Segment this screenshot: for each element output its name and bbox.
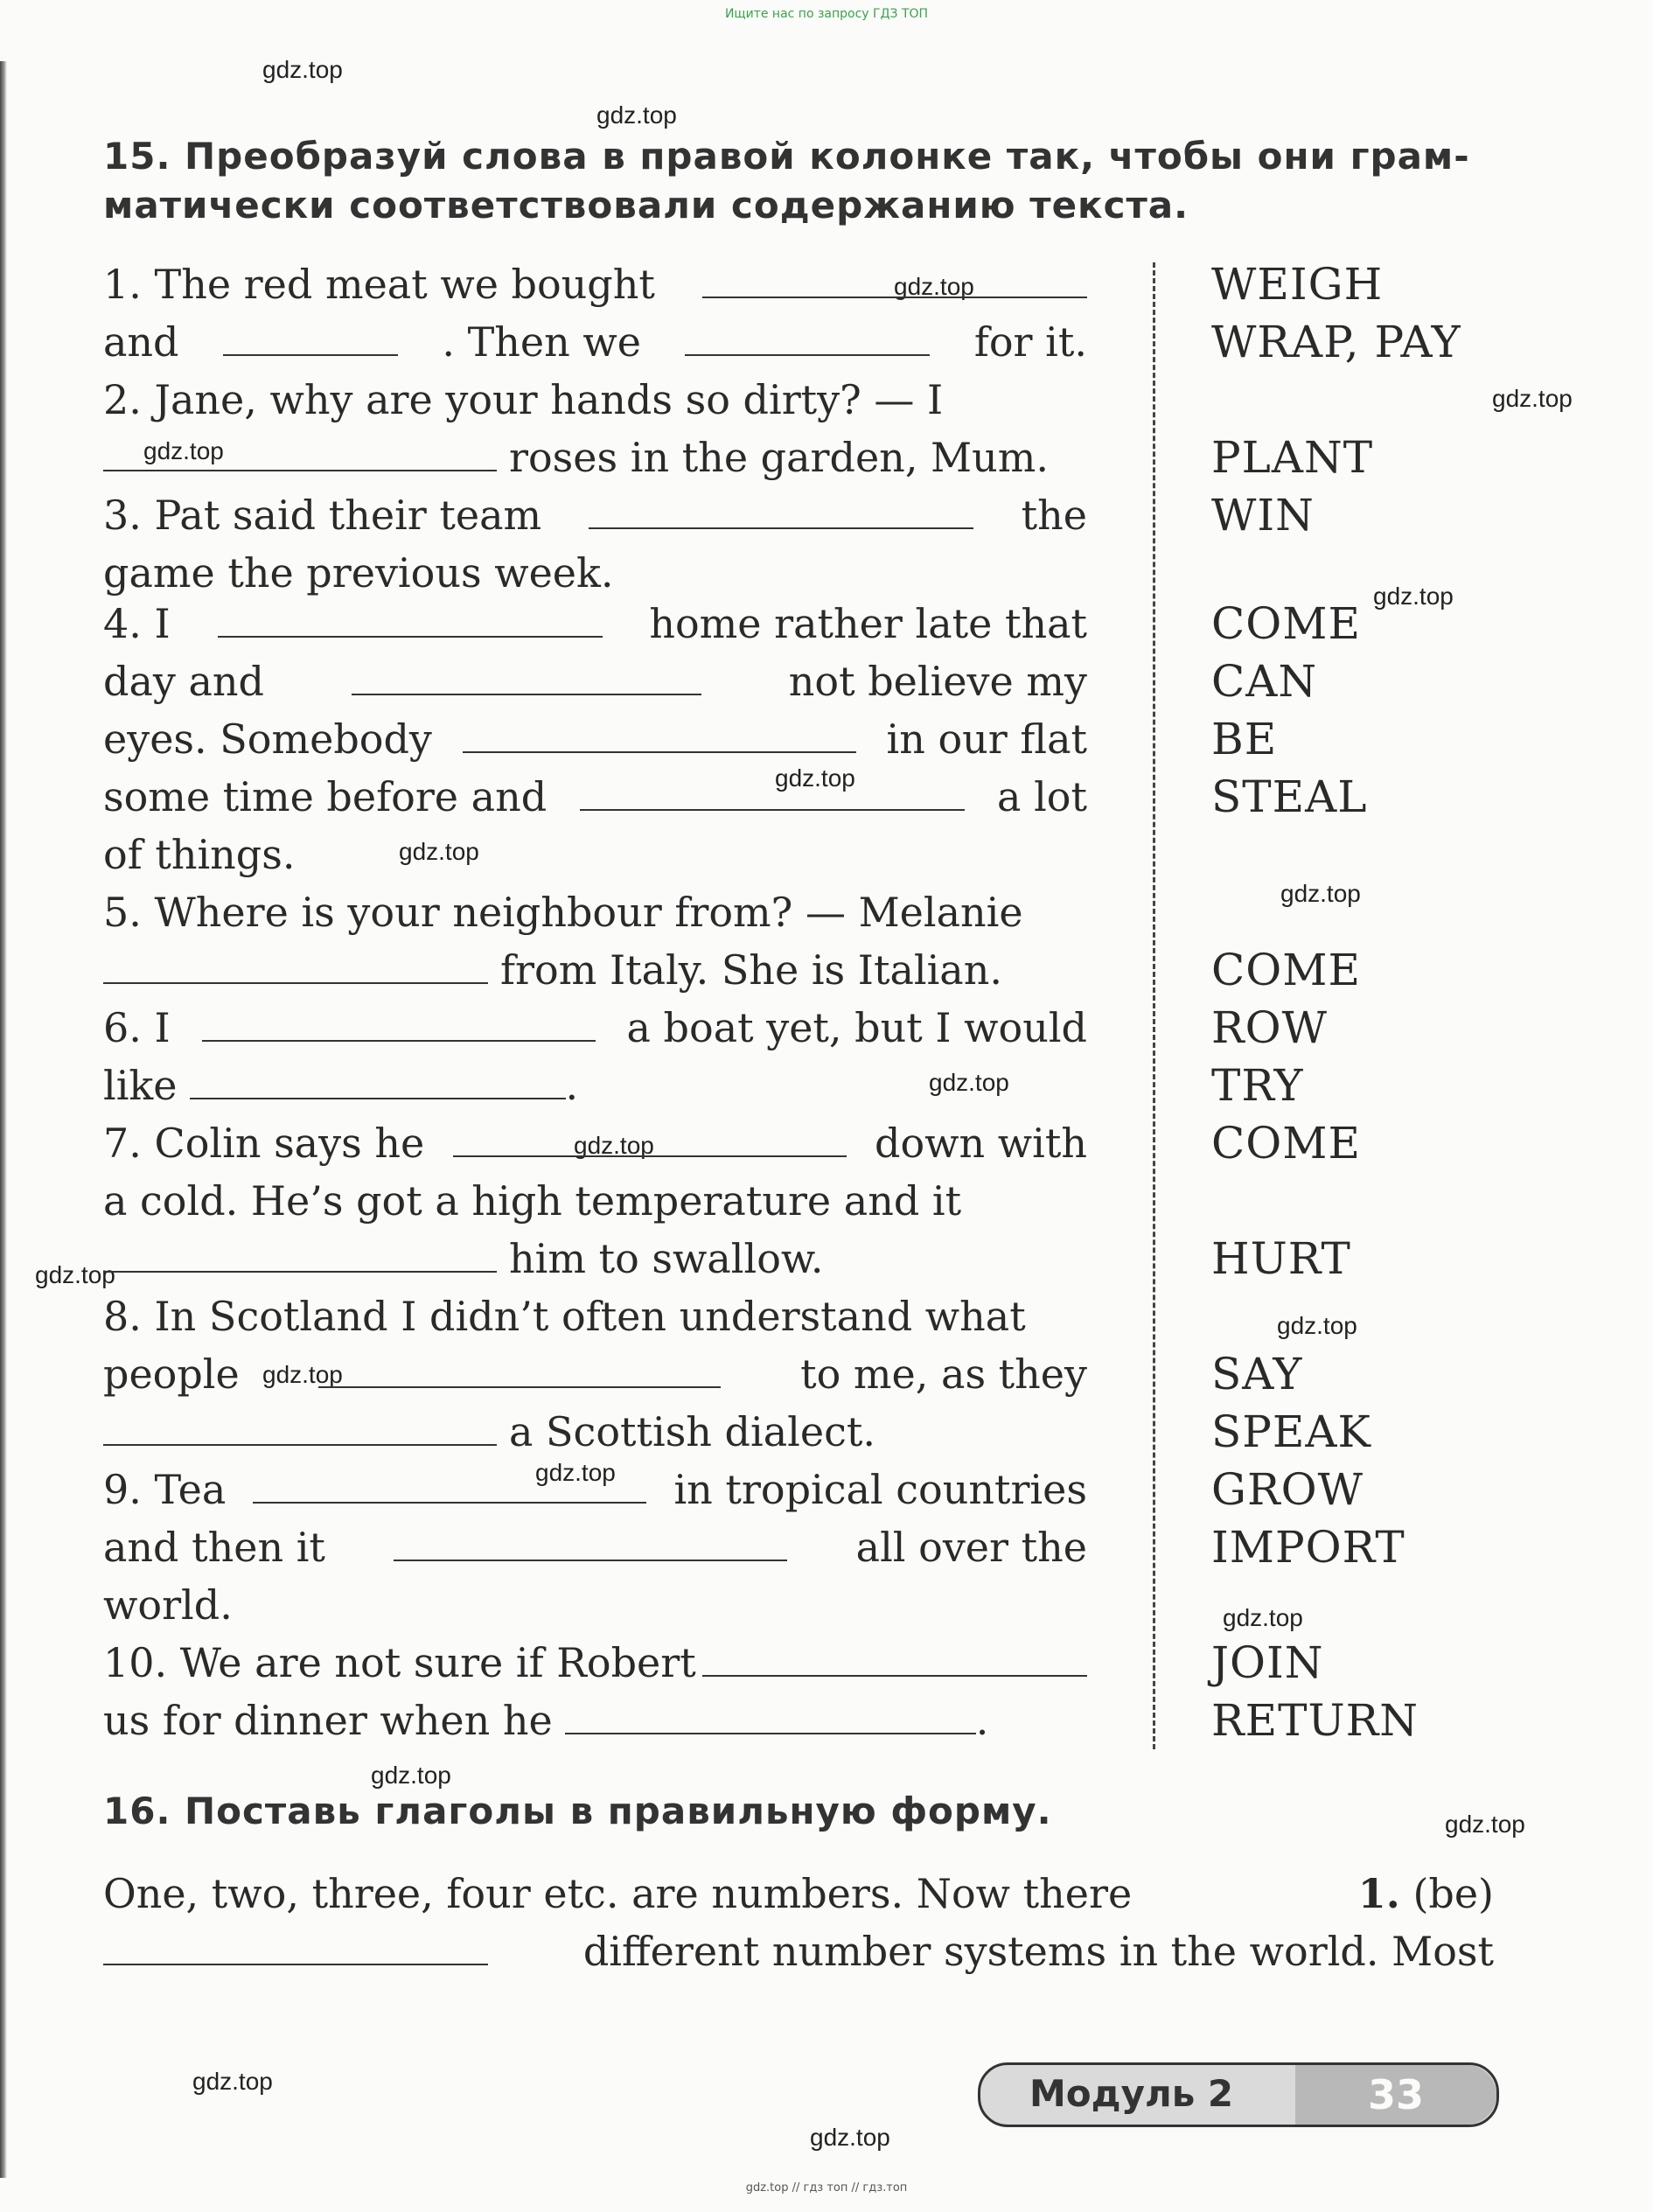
watermark: gdz.top [1445,1811,1525,1838]
book-spine [0,61,7,2178]
word-prompt: COME [1211,1118,1361,1169]
sentence-line: from Italy. She is Italian. [103,941,1087,999]
watermark: gdz.top [574,1132,654,1159]
sentence-line: 2. Jane, why are your hands so dirty? — I [103,376,944,423]
sentence-line: 5. Where is your neighbour from? — Melanie [103,889,1023,936]
watermark: gdz.top [810,2124,890,2151]
answer-blank[interactable] [580,772,965,811]
word-prompt: PLANT [1211,432,1374,483]
word-prompt: WIN [1211,490,1315,541]
answer-blank[interactable] [103,433,497,471]
answer-blank[interactable] [352,657,701,695]
header-note: Ищите нас по запросу ГДЗ ТОП [724,7,929,21]
answer-blank[interactable] [685,317,930,356]
module-badge [978,2062,1499,2127]
footer-note: gdz.top // гдз топ // гдз.топ [745,2181,908,2195]
watermark: gdz.top [596,101,677,129]
sentence-line: and then it all over the [103,1524,1087,1571]
page-number: 33 [1295,2065,1496,2125]
task-16-line: different number systems in the world. Most [103,1922,1494,1980]
task-15-title-line2: матически соответствовали содержанию текста. [103,184,1189,227]
sentence-line: a cold. He’s got a high temperature and it [103,1177,962,1225]
watermark: gdz.top [192,2068,273,2095]
word-prompt: IMPORT [1211,1522,1405,1573]
word-prompt: CAN [1211,656,1318,707]
sentence-line: like . [103,1062,579,1109]
sentence-line: 9. Tea in tropical countries [103,1466,1087,1513]
watermark: gdz.top [894,273,974,300]
word-prompt: GROW [1211,1464,1364,1515]
sentence-line: game the previous week. [103,549,614,597]
answer-blank[interactable] [589,491,973,529]
answer-blank[interactable] [565,1696,976,1734]
watermark: gdz.top [775,764,855,792]
answer-blank[interactable] [218,599,603,638]
sentence-line: eyes. Somebody in our flat [103,715,1087,763]
sentence-line: him to swallow. [103,1230,1087,1287]
watermark: gdz.top [1277,1312,1357,1339]
sentence-line: of things. [103,831,296,878]
sentence-line: day and not believe my [103,658,1087,705]
word-prompt: RETURN [1211,1695,1419,1746]
watermark: gdz.top [262,1361,343,1388]
answer-blank[interactable] [702,1638,1087,1677]
column-divider [1153,262,1155,1749]
answer-blank[interactable] [202,1003,596,1042]
watermark: gdz.top [143,437,224,464]
sentence-line: 7. Colin says he down with [103,1120,1087,1167]
word-prompt: SPEAK [1211,1406,1371,1457]
word-prompt: STEAL [1211,771,1368,822]
sentence-line: 4. I home rather late that [103,600,1087,647]
watermark: gdz.top [929,1069,1009,1096]
answer-blank[interactable] [453,1119,847,1157]
sentence-line: a Scottish dialect. [103,1403,1087,1461]
sentence-line: 1. The red meat we bought [103,255,1087,313]
sentence-line: 10. We are not sure if Robert [103,1634,1087,1692]
watermark: gdz.top [262,56,343,83]
answer-blank[interactable] [103,946,488,984]
sentence-line: some time before and a lot [103,773,1087,820]
word-prompt: WEIGH [1211,259,1384,310]
sentence-line: world. [103,1581,233,1629]
word-prompt: JOIN [1211,1637,1324,1688]
word-prompt: COME [1211,945,1361,995]
module-label: Модуль 2 [1029,2072,1234,2115]
sentence-line: us for dinner when he . [103,1697,989,1744]
watermark: gdz.top [399,838,479,865]
answer-blank[interactable] [702,260,1087,298]
answer-blank[interactable] [190,1061,566,1099]
answer-blank[interactable] [223,317,398,356]
word-prompt: BE [1211,714,1278,764]
answer-blank[interactable] [463,715,856,753]
sentence-line: roses in the garden, Mum. [103,429,1087,486]
watermark: gdz.top [1223,1604,1303,1631]
watermark: gdz.top [1280,880,1361,907]
watermark: gdz.top [535,1459,616,1486]
word-prompt: HURT [1211,1233,1351,1284]
word-prompt: SAY [1211,1349,1303,1399]
answer-blank[interactable] [103,1407,497,1446]
answer-blank[interactable] [253,1465,646,1504]
watermark: gdz.top [1373,583,1454,610]
watermark: gdz.top [1492,385,1573,412]
watermark: gdz.top [35,1261,115,1288]
sentence-line: 8. In Scotland I didn’t often understand what [103,1293,1026,1340]
word-prompt: WRAP, PAY [1211,317,1461,367]
sentence-line: 3. Pat said their team the [103,492,1087,539]
answer-blank[interactable] [103,1927,488,1965]
task-15-title-line1: 15. Преобразуй слова в правой колонке так, чтобы они грам- [103,135,1470,178]
sentence-line: and . Then we for it. [103,318,1087,366]
sentence-line: people to me, as they [103,1350,1087,1398]
word-prompt: COME [1211,598,1361,649]
task-16-title: 16. Поставь глаголы в правильную форму. [103,1790,1052,1832]
sentence-line: 6. I a boat yet, but I would [103,1004,1087,1051]
word-prompt: TRY [1211,1060,1304,1111]
answer-blank[interactable] [394,1523,787,1561]
watermark: gdz.top [371,1762,451,1789]
task-16-line: One, two, three, four etc. are numbers. Now there 1. (be) [103,1870,1494,1917]
word-prompt: ROW [1211,1002,1329,1053]
answer-blank[interactable] [318,1350,721,1388]
answer-blank[interactable] [103,1234,497,1273]
